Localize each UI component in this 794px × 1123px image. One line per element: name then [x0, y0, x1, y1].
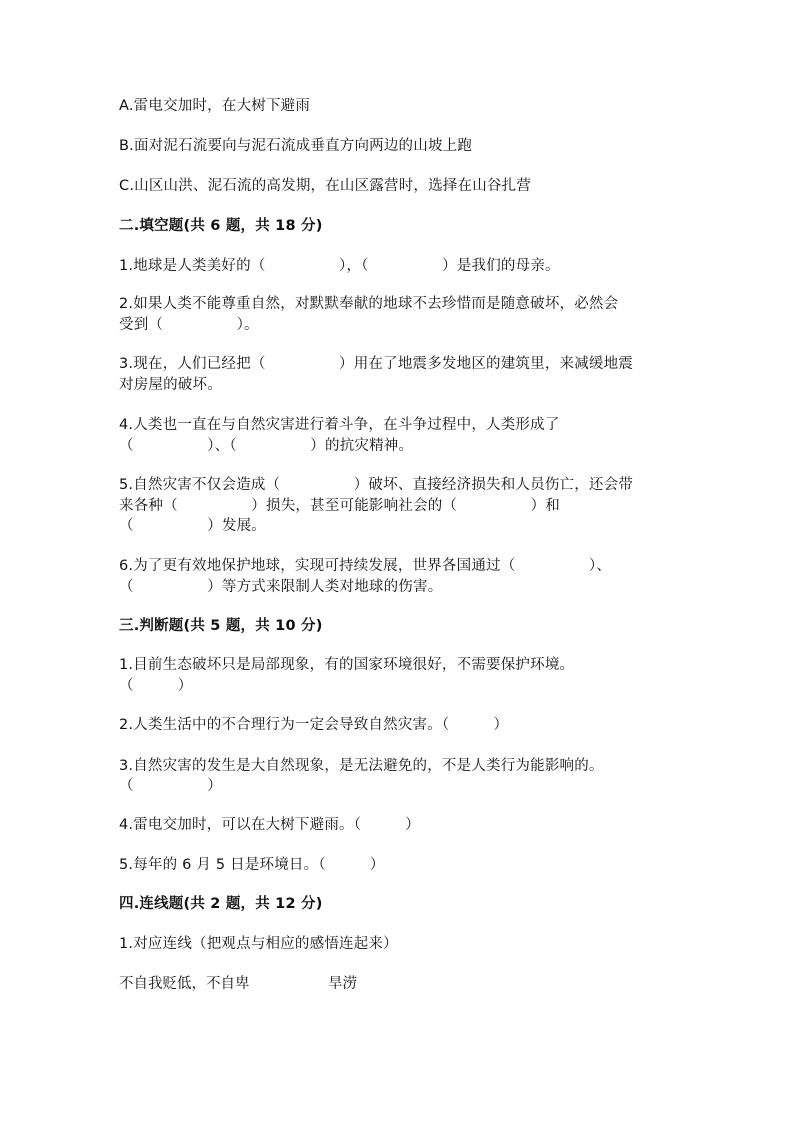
match-right-item: 旱涝: [328, 976, 357, 992]
judge-question-5: 5.每年的 6 月 5 日是环境日。（ ）: [119, 857, 385, 873]
judge-question-2: 2.人类生活中的不合理行为一定会导致自然灾害。（ ）: [119, 717, 509, 733]
fill-question-2-line-1: 2.如果人类不能尊重自然，对默默奉献的地球不去珍惜而是随意破坏，必然会: [119, 296, 619, 312]
fill-question-5-line-2: 来各种（ ）损失，甚至可能影响社会的（ ）和: [119, 498, 560, 514]
fill-question-3-line-2: 对房屋的破坏。: [119, 377, 222, 393]
judge-question-1-line-1: 1.目前生态破坏只是局部现象，有的国家环境很好，不需要保护环境。: [119, 657, 575, 673]
fill-question-1: 1.地球是人类美好的（ ），（ ）是我们的母亲。: [119, 258, 560, 274]
match-question-1: 1.对应连线（把观点与相应的感悟连起来）: [119, 936, 398, 952]
choice-option-b: B.面对泥石流要向与泥石流成垂直方向两边的山坡上跑: [119, 138, 473, 154]
fill-question-6-line-2: （ ）等方式来限制人类对地球的伤害。: [119, 579, 443, 595]
fill-question-5-line-1: 5.自然灾害不仅会造成（ ）破坏、直接经济损失和人员伤亡，还会带: [119, 477, 634, 493]
fill-section-heading: 二.填空题(共 6 题，共 18 分): [119, 218, 323, 234]
fill-question-5-line-3: （ ）发展。: [119, 518, 266, 534]
fill-question-2-line-2: 受到（ ）。: [119, 317, 259, 333]
match-section-heading: 四.连线题(共 2 题，共 12 分): [119, 896, 323, 912]
match-left-item: 不自我贬低，不自卑: [119, 976, 250, 992]
judge-question-4: 4.雷电交加时，可以在大树下避雨。（ ）: [119, 817, 420, 833]
fill-question-4-line-2: （ ）、（ ）的抗灾精神。: [119, 438, 414, 454]
fill-question-4-line-1: 4.人类也一直在与自然灾害进行着斗争，在斗争过程中，人类形成了: [119, 417, 560, 433]
judge-question-3-line-2: （ ）: [119, 778, 222, 794]
fill-question-3-line-1: 3.现在，人们已经把（ ）用在了地震多发地区的建筑里，来减缓地震: [119, 356, 634, 372]
judge-question-1-line-2: （ ）: [119, 678, 193, 694]
judge-question-3-line-1: 3.自然灾害的发生是大自然现象，是无法避免的，不是人类行为能影响的。: [119, 758, 604, 774]
judge-section-heading: 三.判断题(共 5 题，共 10 分): [119, 618, 323, 634]
choice-option-a: A.雷电交加时，在大树下避雨: [119, 98, 311, 114]
fill-question-6-line-1: 6.为了更有效地保护地球，实现可持续发展，世界各国通过（ ）、: [119, 558, 612, 574]
choice-option-c: C.山区山洪、泥石流的高发期，在山区露营时，选择在山谷扎营: [119, 178, 532, 194]
